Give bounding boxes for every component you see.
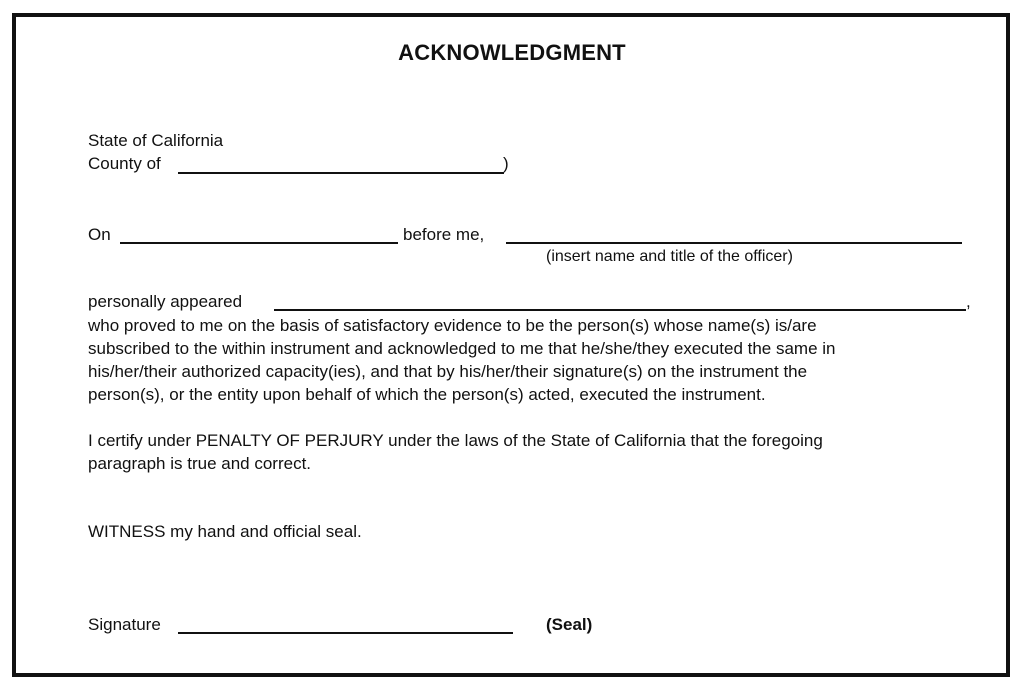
date-field[interactable] xyxy=(120,242,398,244)
paragraph-line: I certify under PENALTY OF PERJURY under the laws of the State of California that the foregoing xyxy=(88,431,823,450)
signer-name-field[interactable] xyxy=(274,309,966,311)
state-label: State of California xyxy=(88,131,224,150)
paragraph-line: his/her/their authorized capacity(ies), and that by his/her/their signature(s) on the instrument the xyxy=(88,362,808,381)
trailing-comma: , xyxy=(966,292,971,311)
officer-hint: (insert name and title of the officer) xyxy=(546,248,793,265)
certification-paragraph xyxy=(88,429,988,475)
county-field[interactable] xyxy=(178,172,504,174)
document-title: ACKNOWLEDGMENT xyxy=(398,40,626,65)
officer-name-field[interactable] xyxy=(506,242,962,244)
paragraph-line: paragraph is true and correct. xyxy=(88,454,312,473)
paragraph-line: person(s), or the entity upon behalf of which the person(s) acted, executed the instrument. xyxy=(88,385,766,404)
seal-label: (Seal) xyxy=(546,615,593,634)
acknowledgment-paragraph xyxy=(88,314,988,406)
paragraph-line: who proved to me on the basis of satisfactory evidence to be the person(s) whose name(s) is/are xyxy=(88,316,817,335)
before-me-label: before me, xyxy=(403,225,485,244)
signature-field[interactable] xyxy=(178,632,513,634)
county-label: County of xyxy=(88,154,161,173)
paragraph-line: subscribed to the within instrument and acknowledged to me that he/she/they executed the same in xyxy=(88,339,836,358)
on-label: On xyxy=(88,225,111,244)
witness-statement: WITNESS my hand and official seal. xyxy=(88,522,362,541)
personally-appeared-label: personally appeared xyxy=(88,292,243,311)
county-close-paren: ) xyxy=(503,154,509,173)
signature-label: Signature xyxy=(88,615,161,634)
